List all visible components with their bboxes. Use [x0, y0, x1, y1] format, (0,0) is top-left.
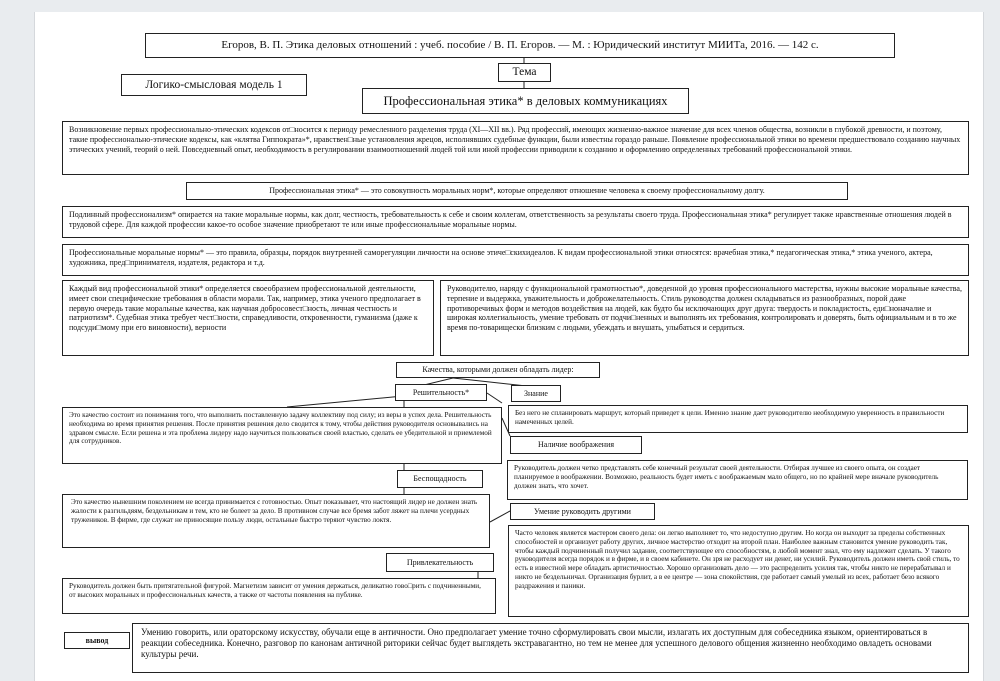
professionalism-box: Подлинный профессионализм* опирается на такие моральные нормы, как долг, честность, требовательность к себе и своим коллегам, ответственность за результаты своего труда. Профессиональная этика* регулирует также нравственные отношения людей в трудовой сфере. Для каждой профессии какое-то особое значение приобретают те или иные профессиональные моральные нормы. — [62, 206, 969, 238]
intro-paragraph: Возникновение первых профессионально-этических кодексов от□носится к периоду ремесленного разделения труда (XI—XII вв.). Ряд профессий, имеющих жизненно-важное значение для всех членов общества, возникли в глубокой древности, и поэтому, такие профессионально-этические кодексы, как «клятва Гиппократа»*, нравствен□ные установления жрецов, исполнявших судебные функции, были известны гораздо раньше. Появление профессиональной этики во времени предшествовало созданию научных этических учений, теорий о ней. Повседневный опыт, необходимость в регулировании взаимоотношений людей той или иной профессии приводили к созданию и оформлению определенных требований профессиональной этики. — [62, 121, 969, 175]
leader-box: Руководителю, наряду с функциональной грамотностью*, доведенной до уровня профессионального мастерства, нужны высокие моральные качества, терпение и выдержка, уважительность и доброжелательность. Стиль руководства должен складываться из разнообразных, порой даже противоречивых форм и методов воздействия на людей, как будто бы исключающих друг друга: твердость и покладистость, еди□ноначалие и широкая коллегиальность, умение требовать от подчи□ненных и выполнять их требования, контролировать и доверять, быть официальным и в то же время по-товарищески близким с людьми, убеждать и внушать, улыбаться и сердиться. — [440, 280, 969, 356]
conclusion-text: Умению говорить, или ораторскому искусству, обучали еще в античности. Оно предполагает умение точно сформулировать свои мысли, излагать их доступным для собеседника языком, ориентироваться в реакции собеседника. Конечно, разговор по канонам античной риторики сейчас будет выглядеть экстравагантно, но тем не менее для успешного делового общения жизненно необходимо овладеть основами культуры речи. — [132, 623, 969, 673]
norms-box: Профессиональные моральные нормы* — это правила, образцы, порядок внутренней саморегуляции личности на основе этиче□скихидеалов. К видам профессиональной этики относятся: врачебная этика,* педагогическая этика,* этика ученого, актера, художника, пред□принимателя, издателя, редактора и т.д. — [62, 244, 969, 276]
decisiveness-label: Решительность* — [395, 384, 487, 401]
definition-box: Профессиональная этика* — это совокупность моральных норм*, которые определяют отношение человека к своему профессиональному долгу. — [186, 182, 848, 200]
managing-text: Часто человек является мастером своего дела: он легко выполняет то, что недоступно другим. Но когда он выходит за пределы собственных способностей и организует работу других, личное мастерство отходит на второй план. Наиболее важным становится умение руководить так, чтобы каждый подчиненный получил задание, соответствующее его способностям, в любой момент знал, что ему надлежит сделать. У такого руководителя всегда порядок и в фирме, и в своем кабинете. Он зря не расходует ни денег, ни усилий. Руководитель должен иметь свой стиль, то есть в известной мере обладать артистичностью. Хорошо организовать дело — это распределить усилия так, чтобы никто не перерабатывал и никто не бездельничал. Организация бурлит, а в ее центре — зона спокойствия, где работает самый умелый из всех, работает безо всякого раздражения и паники. — [508, 525, 969, 617]
fearlessness-label: Беспощадность — [397, 470, 483, 488]
decisiveness-text: Это качество состоит из понимания того, что выполнить поставленную задачу коллективу под силу; из веры в успех дела. Решительность необходима во время принятия решения. После принятия решения дело сводится к тому, чтобы действия руководителя основывались на здравом смысле. Если решена и эта проблема лидеру надо научиться пользоваться своей властью, сделать ее убедительной и приемлемой для сотрудников. — [62, 407, 502, 464]
attractiveness-text: Руководитель должен быть притягательной фигурой. Магнетизм зависит от умения держаться, деликатно гово□рить с подчиненными, от высоких моральных и профессиональных качеств, а также от частоты появления на публике. — [62, 578, 496, 614]
each-type-box: Каждый вид профессиональной этики* определяется своеобразием профессиональной деятельности, имеет свои специфические требования в области морали. Так, например, этика ученого предполагает в первую очередь такие моральные качества, как научная добросовест□ность, личная честность и патриотизм*. Судебная этика требует чест□ности, справедливости, откровенности, гуманизма (даже к подсуди□мому при его виновности), верности — [62, 280, 434, 356]
theme-label: Тема — [498, 63, 551, 82]
imagination-label: Наличие воображения — [510, 436, 642, 454]
citation: Егоров, В. П. Этика деловых отношений : учеб. пособие / В. П. Егоров. — М. : Юридический институт МИИТа, 2016. — 142 с. — [145, 33, 895, 58]
conclusion-label: вывод — [64, 632, 130, 649]
imagination-text: Руководитель должен четко представлять себе конечный результат своей деятельности. Отбирая лучшее из своего опыта, он создает планируемое в воображении. Возможно, реальность будет иметь с воображаемым мало общего, но по крайней мере вначале руководитель должен знать, что хочет. — [507, 460, 968, 500]
model-label: Логико-смысловая модель 1 — [121, 74, 307, 96]
attractiveness-label: Привлекательность — [386, 553, 494, 572]
qualities-header: Качества, которыми должен обладать лидер: — [396, 362, 600, 378]
fearlessness-text: Это качество нынешним поколением не всегда принимается с готовностью. Опыт показывает, что настоящий лидер не должен знать жалости к разгильдяям, бездельникам и тем, кто не болеет за дело. В противном случае все бремя забот ляжет на плечи усердных тружеников. В фирме, где служат не приносящие пользу люди, остальные быстро теряют чувство локтя. — [62, 494, 490, 548]
page-title: Профессиональная этика* в деловых коммуникациях — [362, 88, 689, 114]
knowledge-text: Без него не спланировать маршрут, который приведет к цели. Именно знание дает руководителю необходимую уверенность в правильности намеченных целей. — [508, 405, 968, 433]
managing-label: Умение руководить другими — [510, 503, 655, 520]
knowledge-label: Знание — [511, 385, 561, 402]
